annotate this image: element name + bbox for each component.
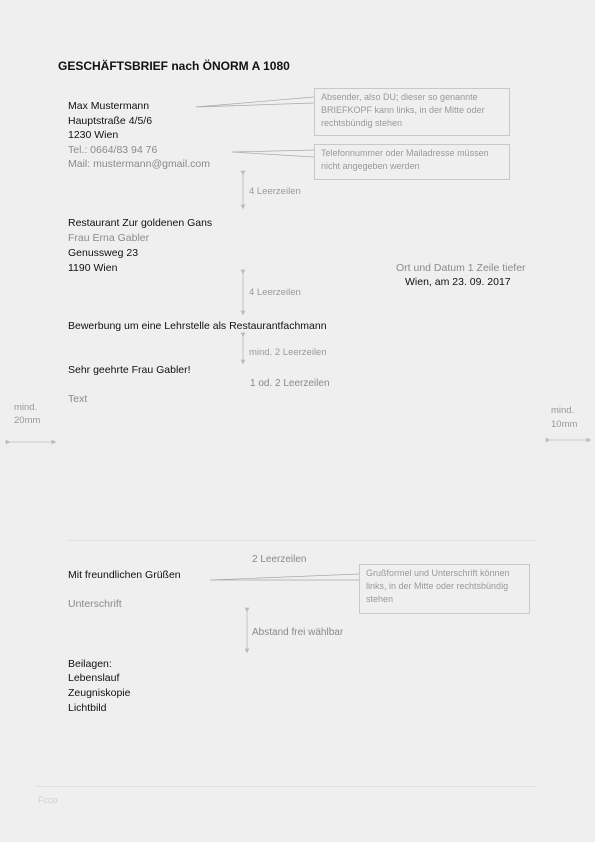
sender-phone: Tel.: 0664/83 94 76 [68,144,158,156]
recipient-city: 1190 Wien [68,262,118,274]
body-placeholder: Text [68,393,88,405]
recipient-street: Genussweg 23 [68,247,139,259]
free-space-label: Abstand frei wählbar [252,627,344,638]
gap-label-1-or-2-lines: 1 od. 2 Leerzeilen [250,378,330,389]
closing-annotation-box: Grußformel und Unterschrift können links, in der Mitte oder rechtsbündig stehen [359,564,530,614]
left-margin-label-1: mind. [14,402,38,413]
sender-leader-line [196,97,314,107]
recipient-company: Restaurant Zur goldenen Gans [68,217,213,229]
sender-street: Hauptstraße 4/5/6 [68,115,153,127]
gap-label-min-2-lines: mind. 2 Leerzeilen [249,347,327,358]
sender-city: 1230 Wien [68,129,119,141]
closing-leader-line [210,574,359,580]
contact-leader-line [232,150,314,157]
contact-annotation-box: Telefonnummer oder Mailadresse müssen nicht angegeben werden [314,144,510,180]
left-margin-label-2: 20mm [14,415,41,426]
attachment-item: Lebenslauf [68,672,120,684]
sender-annotation-box: Absender, also DU; dieser so genannte BRIEFKOPF kann links, in der Mitte oder rechtsbündig stehen [314,88,510,136]
signature-placeholder: Unterschrift [68,598,122,610]
right-margin-label-1: mind. [551,405,575,416]
sender-mail: Mail: mustermann@gmail.com [68,158,210,170]
attachments-label: Beilagen: [68,658,112,670]
letter-date: Wien, am 23. 09. 2017 [405,276,511,288]
closing-phrase: Mit freundlichen Grüßen [68,569,181,581]
footer-watermark: Fcco [38,795,58,805]
attachment-item: Zeugniskopie [68,687,131,699]
gap-label-2-lines: 2 Leerzeilen [252,554,307,565]
recipient-person: Frau Erna Gabler [68,232,150,244]
page-title: GESCHÄFTSBRIEF nach ÖNORM A 1080 [58,59,290,73]
letter-subject: Bewerbung um eine Lehrstelle als Restaurantfachmann [68,320,327,332]
attachment-item: Lichtbild [68,702,107,714]
salutation: Sehr geehrte Frau Gabler! [68,364,191,376]
right-margin-label-2: 10mm [551,419,578,430]
gap-label-4-lines-1: 4 Leerzeilen [249,186,301,197]
sender-name: Max Mustermann [68,100,150,112]
date-annotation: Ort und Datum 1 Zeile tiefer [396,262,526,274]
gap-label-4-lines-2: 4 Leerzeilen [249,287,301,298]
